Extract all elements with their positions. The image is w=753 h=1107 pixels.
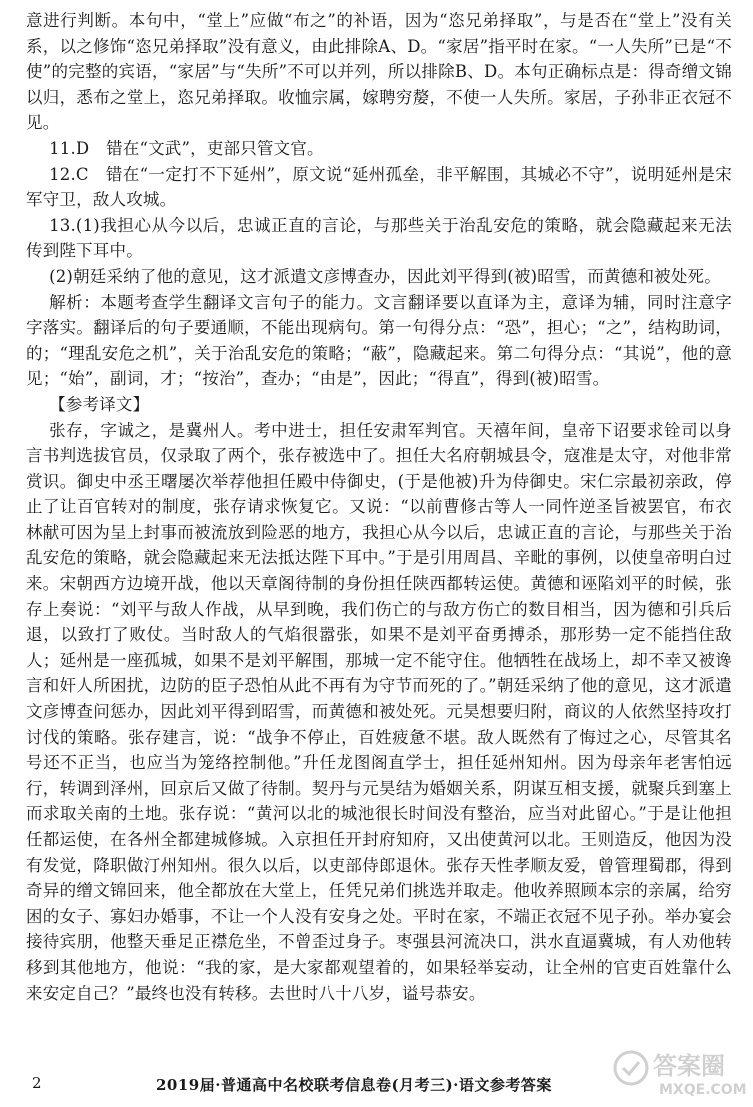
reference-translation-heading: 【参考译文】: [49, 394, 150, 414]
analysis-paragraph: 解析：本题考查学生翻译文言句子的能力。文言翻译要以直译为主，意译为辅，同时注意字字落实。翻译后的句子要通顺，不能出现病句。第一句得分点：“恐”，担心；“之”，结构助词，的；“理乱安危之机”，关于治乱安危的策略；“蔽”，隐藏起来。第二句得分点：“其说”，他的意见；“始”，副词，才；“按治”，查办；“由是”，因此；“得直”，得到(被)昭雪。: [26, 292, 732, 389]
answer-13-part-2: (2)朝廷采纳了他的意见，这才派遣文彦博查办，因此刘平得到(被)昭雪，而黄德和被处死。: [49, 266, 721, 286]
reference-translation-text: 张存，字诚之，是冀州人。考中进士，担任安肃军判官。天禧年间，皇帝下诏要求铨司以身言书判选拔官员，仅录取了两个，张存被选中了。担任大名府朝城县令，寇准是太守，对他非常赏识。御史中丞王曙屡次举荐他担任殿中侍御史，(于是他被)升为侍御史。宋仁宗最初亲政，停止了让百官转对的制度，张存请求恢复它。又说：“以前曹修古等人一同忤逆圣旨被罢官，布衣林献可因为呈上封事而被流放到险恶的地方，我担心从今以后，忠诚正直的言论，与那些关于治乱安危的策略，就会隐藏起来无法抵达陛下耳中。”于是引用周昌、辛毗的事例，以使皇帝明白过来。宋朝西方边境开战，他以天章阁待制的身份担任陕西都转运使。黄德和诬陷刘平的时候，张存上奏说：“刘平与敌人作战，从早到晚，我们伤亡的与敌方伤亡的数目相当，因为德和引兵后退，以致打了败仗。当时敌人的气焰很嚣张，如果不是刘平奋勇搏杀，那形势一定不能挡住敌人；延州是一座孤城，如果不是刘平解围，那城一定不能守住。他牺牲在战场上，却不幸又被谗言和奸人所困扰，边防的臣子恐怕从此不再有为守节而死的了。”朝廷采纳了他的意见，这才派遣文彦博查问惩办，因此刘平得到昭雪，而黄德和被处死。元昊想要归附，商议的人依然坚持攻打讨伐的策略。张存建言，说：“战争不停止，百姓疲惫不堪。敌人既然有了悔过之心，尽管其名号还不正当，也应当为笼络控制他。”升任龙图阁直学士，担任延州知州。因为母亲年老害怕远行，转调到泽州，回京后又做了待制。契丹与元昊结为婚姻关系，阴谋互相支援，就聚兵到塞上而求取关南的土地。张存说：“黄河以北的城池很长时间没有整治，应当对此留心。”于是让他担任都运使，在各州全都建城修城。入京担任开封府知府，又出使黄河以北。王则造反，他因为没有发觉，降职做汀州知州。很久以后，以吏部侍郎退休。张存天性孝顺友爱，曾管理蜀郡，得到奇异的缯文锦回来，他全都放在大堂上，任凭兄弟们挑选并取走。他收养照顾本宗的亲属，给穷困的女子、寡妇办婚事，不让一个人没有安身之处。平时在家，不端正衣冠不见子孙。举办宴会接待宾朋，他整天垂足正襟危坐，不曾歪过身子。枣强县河流决口，洪水直逼冀城，有人劝他转移到其他地方，他说：“我的家，是大家都观望着的，如果轻举妄动，让全州的官吏百姓靠什么来安定自己？”最终也没有转移。去世时八十八岁，谥号恭安。: [26, 420, 732, 1003]
answer-12: 12.C 错在“一定打不下延州”，原文说“延州孤垒，非平解围，其城必不守”，说明延州是宋军守卫，敌人攻城。: [26, 164, 732, 210]
document-body: [26, 8, 732, 1006]
watermark-logo: [609, 1040, 749, 1100]
svg-text:MXQE.COM: MXQE.COM: [659, 1082, 747, 1098]
answer-11: 11.D 错在“文武”，吏部只管文官。: [49, 138, 324, 158]
svg-text:答案圈: 答案圈: [653, 1052, 725, 1080]
analysis-continuation: 意进行判断。本句中，“堂上”应做“布之”的补语，因为“恣兄弟择取”，与是否在“堂上”没有关系，以之修饰“恣兄弟择取”没有意义，由此排除A、D。“家居”指平时在家。“一人失所”已是“不使”的完整的宾语，“家居”与“失所”不可以并列，所以排除B、D。本句正确标点是：得奇缯文锦以归，悉布之堂上，恣兄弟择取。收恤宗属，嫁聘穷嫠，不使一人失所。家居，子孙非正衣冠不见。: [26, 11, 732, 133]
footer-title: 2019届·普通高中名校联考信息卷(月考三)·语文参考答案: [156, 1076, 552, 1094]
answer-13-part-1: 13.(1)我担心从今以后，忠诚正直的言论，与那些关于治乱安危的策略，就会隐藏起来无法传到陛下耳中。: [26, 215, 732, 261]
page-number: 2: [32, 1074, 42, 1092]
